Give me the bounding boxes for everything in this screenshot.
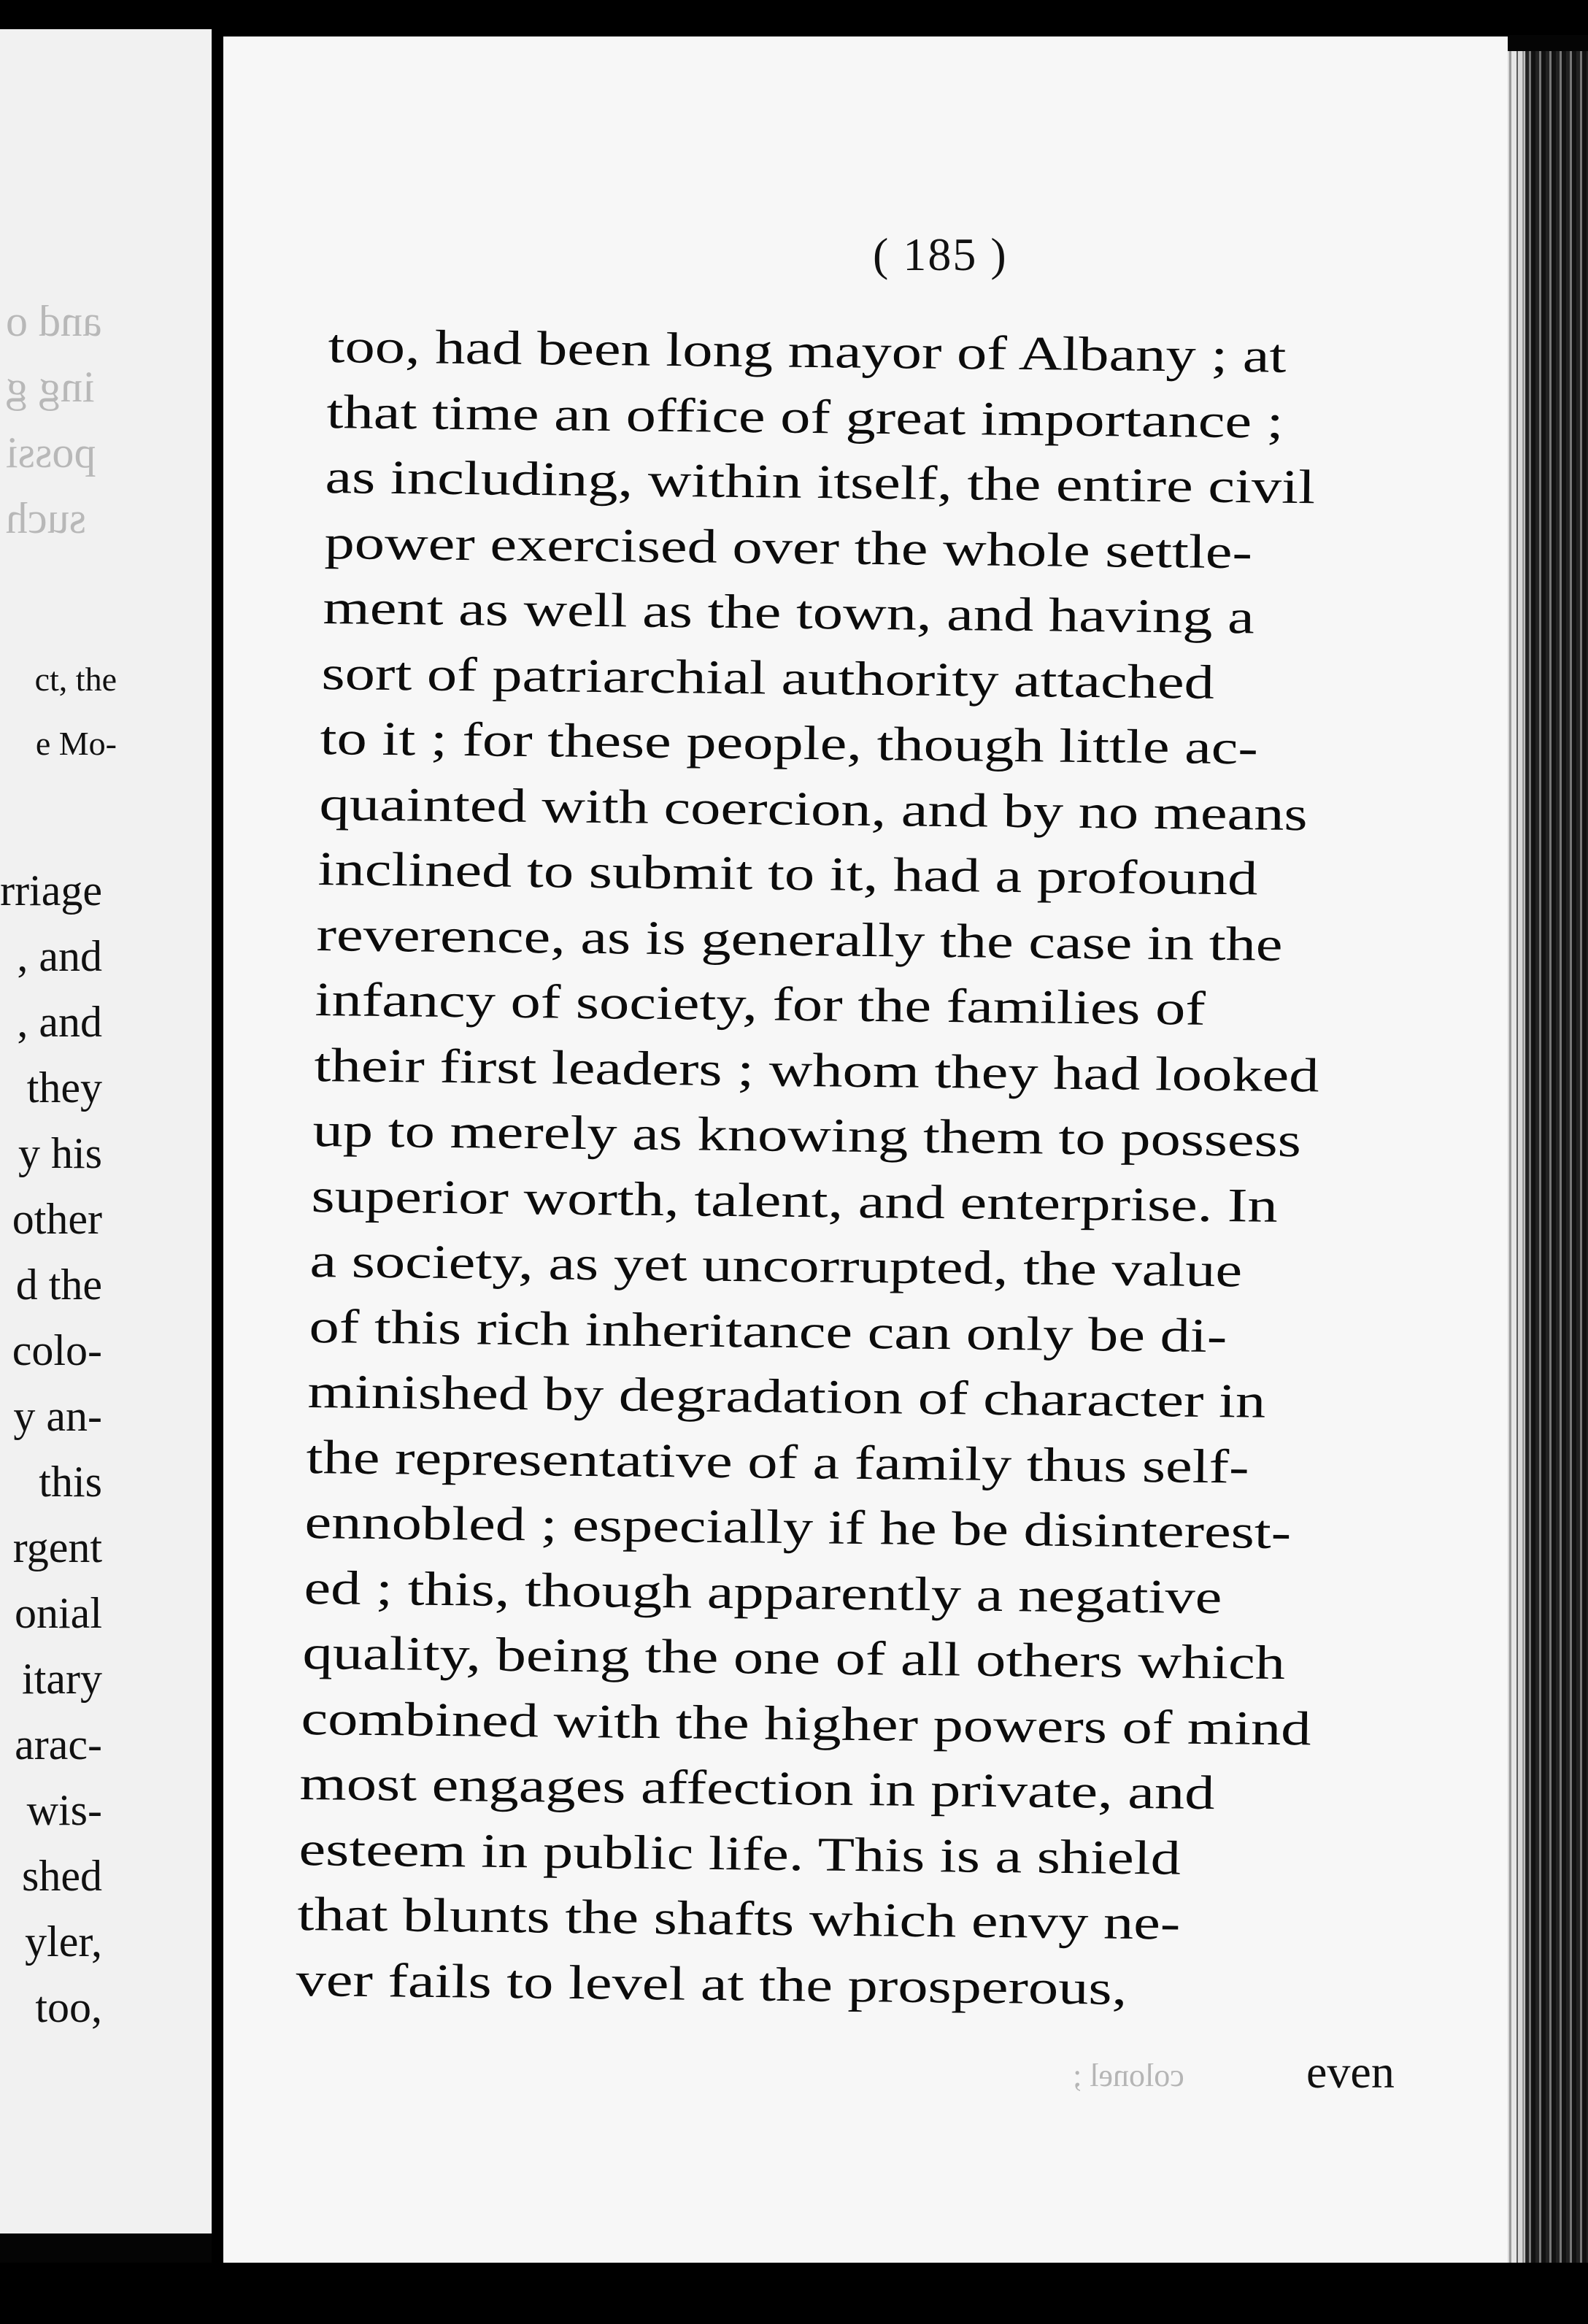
facing-page (0, 29, 212, 2233)
facing-page-line: e Mo- (35, 725, 117, 762)
text-line: inclined to submit to it, had a profound (317, 842, 1258, 906)
text-line: esteem in public life. This is a shield (298, 1822, 1181, 1885)
facing-page-line: d the (15, 1261, 102, 1309)
text-line: power exercised over the whole settle- (323, 515, 1253, 579)
text-line: too, had been long mayor of Albany ; at (328, 320, 1287, 383)
facing-page-line: onial (15, 1589, 102, 1637)
facing-page-bleed-line: ing g (6, 363, 95, 411)
facing-page-bleed-line: and o (6, 297, 102, 345)
text-line: ver fails to level at the prosperous, (296, 1952, 1128, 2015)
text-line: that blunts the shafts which envy ne- (297, 1888, 1181, 1950)
facing-page-line: y his (18, 1129, 102, 1177)
facing-page-line: , and (17, 932, 102, 980)
text-line: superior worth, talent, and enterprise. In (311, 1169, 1279, 1233)
text-line: as including, within itself, the entire civil (325, 450, 1316, 515)
facing-page-line: arac- (15, 1720, 102, 1769)
text-line: reverence, as is generally the case in the (316, 907, 1284, 971)
catchword: even (1306, 2046, 1395, 2098)
page-number: ( 185 ) (873, 228, 1008, 280)
page-text (223, 36, 1508, 2226)
bleed-through-text: colonel ; (1073, 2058, 1184, 2093)
facing-page-line: other (12, 1195, 102, 1243)
text-line: most engages affection in private, and (299, 1757, 1216, 1820)
text-line: of this rich inheritance can only be di- (308, 1299, 1227, 1363)
facing-page-line: this (39, 1458, 102, 1506)
text-line: their first leaders ; whom they had looked (313, 1038, 1319, 1102)
facing-page-line: itary (22, 1655, 102, 1703)
facing-page-text (0, 29, 212, 2233)
book-page (223, 36, 1508, 2285)
text-line: sort of patriarchial authority attached (321, 646, 1215, 709)
facing-page-line: colo- (12, 1326, 102, 1374)
text-line: a society, as yet uncorrupted, the value (309, 1234, 1243, 1298)
text-line: ennobled ; especially if he be disinterest- (304, 1496, 1292, 1560)
text-line: to it ; for these people, though little ac- (320, 712, 1259, 775)
facing-page-line: , and (17, 998, 102, 1046)
facing-page-line: they (26, 1063, 102, 1112)
facing-page-line: shed (22, 1852, 102, 1900)
facing-page-line: rgent (12, 1523, 102, 1571)
facing-page-bleed-line: possi (6, 428, 96, 477)
text-line: the representative of a family thus self- (306, 1430, 1250, 1494)
facing-page-line: rriage (0, 866, 102, 915)
facing-page-line: too, (35, 1983, 102, 2031)
text-line: quality, being the one of all others which (302, 1626, 1286, 1690)
facing-page-line: ct, the (34, 661, 117, 698)
text-line: infancy of society, for the families of (315, 973, 1206, 1036)
text-line: that time an office of great importance ; (326, 385, 1284, 449)
text-line: combined with the higher powers of mind (301, 1691, 1311, 1755)
facing-page-bleed-line: such (6, 494, 86, 542)
text-line: up to merely as knowing them to possess (312, 1104, 1302, 1168)
page-edges-dark (1525, 51, 1588, 2324)
text-line: quainted with coercion, and by no means (318, 777, 1308, 841)
facing-page-line: yler, (25, 1917, 102, 1966)
facing-page-line: y an- (13, 1392, 102, 1440)
facing-page-line: wis- (26, 1786, 102, 1834)
text-line: minished by degradation of character in (307, 1365, 1266, 1428)
text-line: ed ; this, though apparently a negative (303, 1561, 1222, 1624)
scan-bottom-border (0, 2263, 1588, 2324)
text-line: ment as well as the town, and having a (323, 581, 1255, 645)
